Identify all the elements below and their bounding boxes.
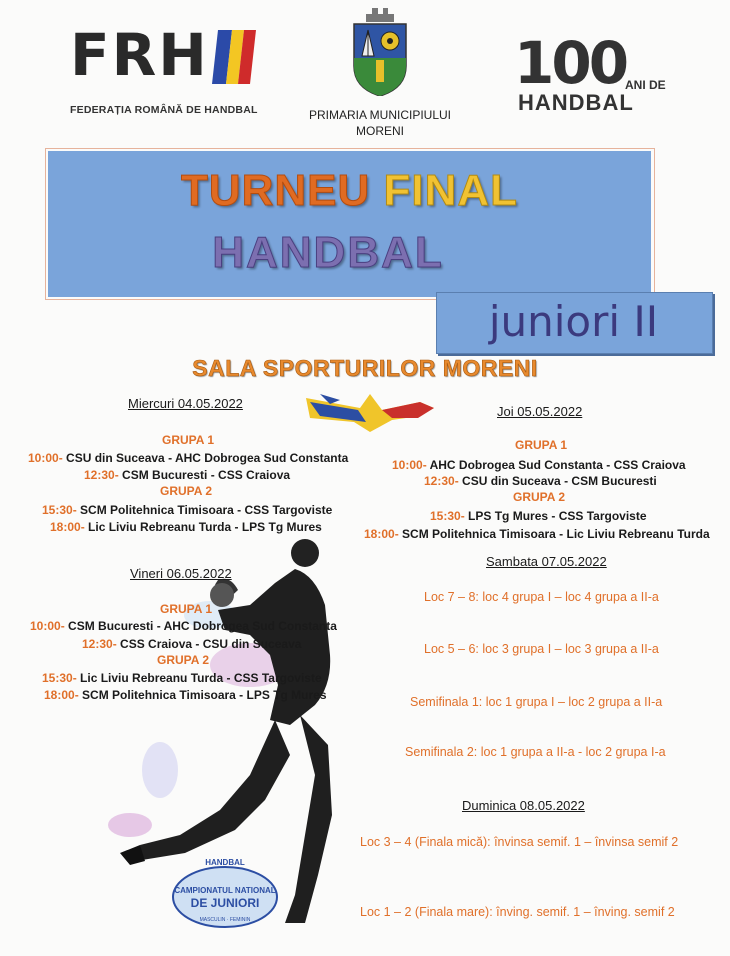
- match-teams: CSU din Suceava - CSM Bucuresti: [462, 474, 657, 488]
- match-teams: SCM Politehnica Timisoara - LPS Tg Mures: [82, 688, 327, 702]
- frh-subtitle: FEDERAȚIA ROMÂNĂ DE HANDBAL: [70, 104, 258, 116]
- title-handbal: HANDBAL: [212, 228, 444, 277]
- match-teams: SCM Politehnica Timisoara - CSS Targoviste: [80, 503, 333, 517]
- frh-letters: FRH: [70, 21, 209, 89]
- title-final: FINAL: [383, 166, 519, 215]
- wednesday-group1-label: GRUPA 1: [162, 433, 215, 447]
- match-time: 10:00-: [392, 458, 427, 472]
- saturday-date: Sambata 07.05.2022: [486, 554, 607, 569]
- match-time: 12:30-: [84, 468, 119, 482]
- match-row: [44, 688, 327, 702]
- championship-logo: [160, 855, 290, 935]
- moreni-crest-icon: [350, 8, 410, 96]
- saturday-item: Semifinala 1: loc 1 grupa I – loc 2 grupa a II-a: [410, 695, 663, 709]
- sunday-date: Duminica 08.05.2022: [462, 798, 585, 813]
- wednesday-date: Miercuri 04.05.2022: [128, 396, 243, 411]
- thursday-group2-label: GRUPA 2: [513, 490, 566, 504]
- splash-decoration-icon: [300, 388, 440, 436]
- sunday-item: Loc 3 – 4 (Finala mică): învinsa semif. 1 – învinsa semif 2: [360, 835, 679, 849]
- champ-line1: CAMPIONATUL NATIONAL: [174, 886, 276, 895]
- match-time: 18:00-: [364, 527, 399, 541]
- moreni-line1: PRIMARIA MUNICIPIULUI: [308, 108, 452, 122]
- friday-date: Vineri 06.05.2022: [130, 566, 232, 581]
- match-time: 18:00-: [50, 520, 85, 534]
- match-row: [42, 503, 332, 517]
- match-row: [84, 468, 290, 482]
- match-teams: Lic Liviu Rebreanu Turda - CSS Targoviste: [80, 671, 322, 685]
- match-time: 18:00-: [44, 688, 79, 702]
- match-row: [50, 520, 322, 534]
- match-time: 15:30-: [430, 509, 465, 523]
- match-teams: Lic Liviu Rebreanu Turda - LPS Tg Mures: [88, 520, 322, 534]
- match-time: 12:30-: [82, 637, 117, 651]
- saturday-item: Loc 5 – 6: loc 3 grupa I – loc 3 grupa a II-a: [424, 642, 659, 656]
- friday-group1-label: GRUPA 1: [160, 602, 213, 616]
- champ-top: HANDBAL: [205, 858, 245, 867]
- centenary-ani: ANI DE: [625, 78, 666, 92]
- match-row: [392, 458, 686, 472]
- match-row: [28, 451, 348, 465]
- match-time: 15:30-: [42, 503, 77, 517]
- moreni-logo: [290, 8, 470, 138]
- champ-bottom: MASCULIN · FEMININ: [199, 917, 251, 923]
- match-teams: CSU din Suceava - AHC Dobrogea Sud Constanta: [66, 451, 349, 465]
- match-row: [30, 619, 337, 633]
- sunday-item: Loc 1 – 2 (Finala mare): înving. semif. 1 – înving. semif 2: [360, 905, 675, 919]
- frh-logo: [70, 21, 258, 121]
- match-time: 10:00-: [30, 619, 65, 633]
- centenary-handbal: HANDBAL: [518, 90, 634, 115]
- match-teams: CSM Bucuresti - CSS Craiova: [122, 468, 291, 482]
- thursday-group1-label: GRUPA 1: [515, 438, 568, 452]
- match-teams: LPS Tg Mures - CSS Targoviste: [468, 509, 647, 523]
- thursday-date: Joi 05.05.2022: [497, 404, 583, 419]
- title-turneu: TURNEU: [180, 166, 371, 215]
- champ-line2: DE JUNIORI: [190, 896, 260, 910]
- centenary-number: 100: [514, 29, 627, 97]
- match-time: 15:30-: [42, 671, 77, 685]
- title-line1: [48, 166, 651, 216]
- moreni-line2: MORENI: [356, 124, 404, 138]
- match-row: [364, 527, 710, 541]
- saturday-item: Semifinala 2: loc 1 grupa a II-a - loc 2 grupa I-a: [405, 745, 666, 759]
- wednesday-group2-label: GRUPA 2: [160, 484, 213, 498]
- centenary-logo: [510, 29, 690, 124]
- venue-title: SALA SPORTURILOR MORENI: [192, 355, 538, 381]
- friday-group2-label: GRUPA 2: [157, 653, 210, 667]
- romanian-flag-icon: [212, 30, 256, 84]
- match-time: 10:00-: [28, 451, 63, 465]
- match-row: [82, 637, 301, 651]
- juniori-text: juniori II: [488, 297, 659, 346]
- match-teams: AHC Dobrogea Sud Constanta - CSS Craiova: [429, 458, 686, 472]
- match-row: [424, 474, 657, 488]
- match-row: [42, 671, 322, 685]
- match-teams: SCM Politehnica Timisoara - Lic Liviu Rebreanu Turda: [402, 527, 710, 541]
- match-time: 12:30-: [424, 474, 459, 488]
- saturday-item: Loc 7 – 8: loc 4 grupa I – loc 4 grupa a II-a: [424, 590, 659, 604]
- match-teams: CSM Bucuresti - AHC Dobrogea Sud Constanta: [68, 619, 337, 633]
- match-row: [430, 509, 647, 523]
- match-teams: CSS Craiova - CSU din Suceava: [120, 637, 302, 651]
